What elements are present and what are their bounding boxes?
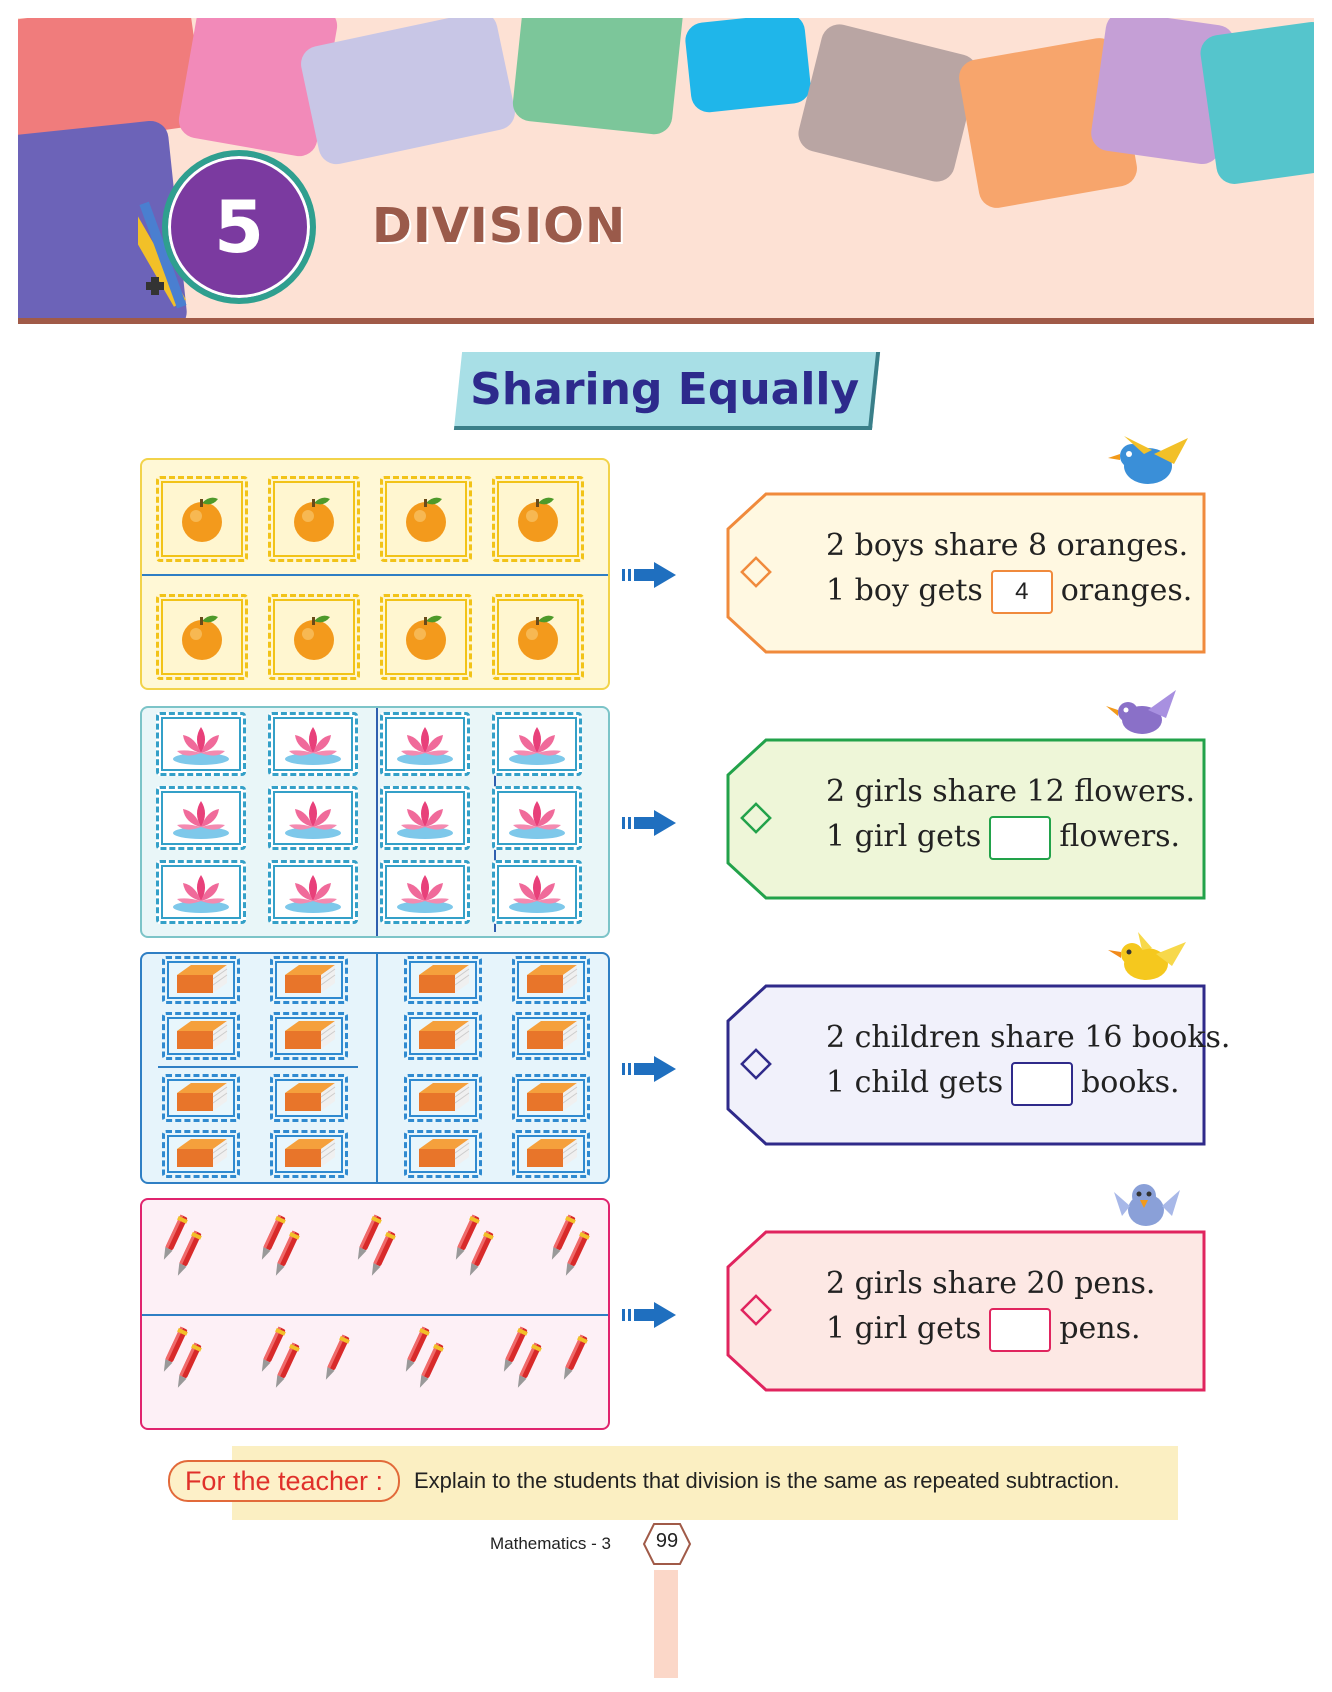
orange-icon [268, 594, 360, 680]
problem-statement: 2 girls share 20 pens. [826, 1266, 1156, 1301]
lotus-flower-icon [156, 786, 246, 850]
problem-statement: 2 children share 16 books. [826, 1020, 1231, 1055]
orange-icon [268, 476, 360, 562]
orange-icon [156, 476, 248, 562]
chapter-number: 5 [213, 185, 265, 269]
book-icon [270, 1130, 348, 1178]
purple-bird-icon [1104, 688, 1180, 740]
problem-statement: 2 boys share 8 oranges. [826, 528, 1189, 563]
book-icon [512, 956, 590, 1004]
problem-question [826, 1308, 1141, 1352]
book-icon [404, 956, 482, 1004]
orange-icon [380, 476, 472, 562]
group-divider [142, 574, 608, 576]
section-heading [454, 352, 880, 430]
lotus-flower-icon [156, 712, 246, 776]
arrow-right-icon [622, 560, 678, 590]
group-divider [376, 708, 378, 936]
puzzle-piece-teal [1198, 20, 1314, 187]
pen-icon [560, 1330, 588, 1391]
question-suffix: pens. [1059, 1311, 1141, 1346]
problem-statement: 2 girls share 12 flowers. [826, 774, 1196, 809]
orange-icon [156, 594, 248, 680]
answer-box[interactable] [1011, 1062, 1073, 1106]
question-suffix: flowers. [1059, 819, 1181, 854]
lotus-flower-icon [380, 786, 470, 850]
problem-card-books [726, 984, 1231, 1146]
arrow-right-icon [622, 1054, 678, 1084]
lotus-flower-icon [380, 712, 470, 776]
question-prefix: 1 child gets [826, 1065, 1004, 1100]
book-icon [512, 1130, 590, 1178]
book-icon [404, 1074, 482, 1122]
section-title: Sharing Equally [470, 363, 860, 415]
teacher-note-label: For the teacher : [168, 1460, 400, 1502]
book-icon [270, 956, 348, 1004]
yellow-bird-icon [1102, 930, 1188, 988]
book-icon [270, 1074, 348, 1122]
puzzle-piece-green [511, 18, 685, 136]
lotus-flower-icon [268, 712, 358, 776]
pen-icon [322, 1330, 350, 1391]
lotus-flower-icon [268, 860, 358, 924]
lotus-flower-icon [492, 860, 582, 924]
book-icon [162, 1012, 240, 1060]
lotus-flower-icon [156, 860, 246, 924]
problem-card-pens [726, 1230, 1206, 1392]
book-icon [404, 1130, 482, 1178]
teacher-note-text: Explain to the students that division is the same as repeated subtraction. [414, 1468, 1120, 1493]
problem-question [826, 570, 1192, 614]
group-divider [142, 1314, 608, 1316]
question-prefix: 1 boy gets [826, 573, 983, 608]
book-icon [404, 1012, 482, 1060]
orange-icon [492, 594, 584, 680]
question-prefix: 1 girl gets [826, 819, 982, 854]
question-suffix: oranges. [1060, 573, 1193, 608]
lotus-flower-icon [492, 786, 582, 850]
book-icon [512, 1074, 590, 1122]
puzzle-piece-taupe [795, 21, 982, 186]
blue-bird-icon [1104, 434, 1190, 494]
orange-icon [492, 476, 584, 562]
puzzle-piece-cyan [684, 18, 813, 114]
arrow-right-icon [622, 808, 678, 838]
question-prefix: 1 girl gets [826, 1311, 982, 1346]
lotus-flower-icon [268, 786, 358, 850]
lavender-bird-icon [1112, 1176, 1182, 1234]
chapter-number-badge [162, 150, 316, 304]
problem-card-flowers [726, 738, 1206, 900]
arrow-right-icon [622, 1300, 678, 1330]
footer-strip [654, 1570, 678, 1678]
page-number: 99 [655, 1530, 679, 1552]
answer-box[interactable]: 4 [991, 570, 1053, 614]
group-divider [376, 954, 378, 1182]
chapter-title: DIVISION [372, 198, 627, 254]
answer-box[interactable] [989, 816, 1051, 860]
group-divider [158, 1066, 358, 1068]
book-icon [270, 1012, 348, 1060]
book-icon [512, 1012, 590, 1060]
problem-question [826, 1062, 1180, 1106]
book-icon [162, 1074, 240, 1122]
book-icon [162, 956, 240, 1004]
book-icon [162, 1130, 240, 1178]
lotus-flower-icon [380, 860, 470, 924]
problem-question [826, 816, 1180, 860]
lotus-flower-icon [492, 712, 582, 776]
answer-box[interactable] [989, 1308, 1051, 1352]
question-suffix: books. [1081, 1065, 1180, 1100]
orange-icon [380, 594, 472, 680]
footer-book-title: Mathematics - 3 [490, 1534, 611, 1553]
problem-card-oranges [726, 492, 1206, 654]
